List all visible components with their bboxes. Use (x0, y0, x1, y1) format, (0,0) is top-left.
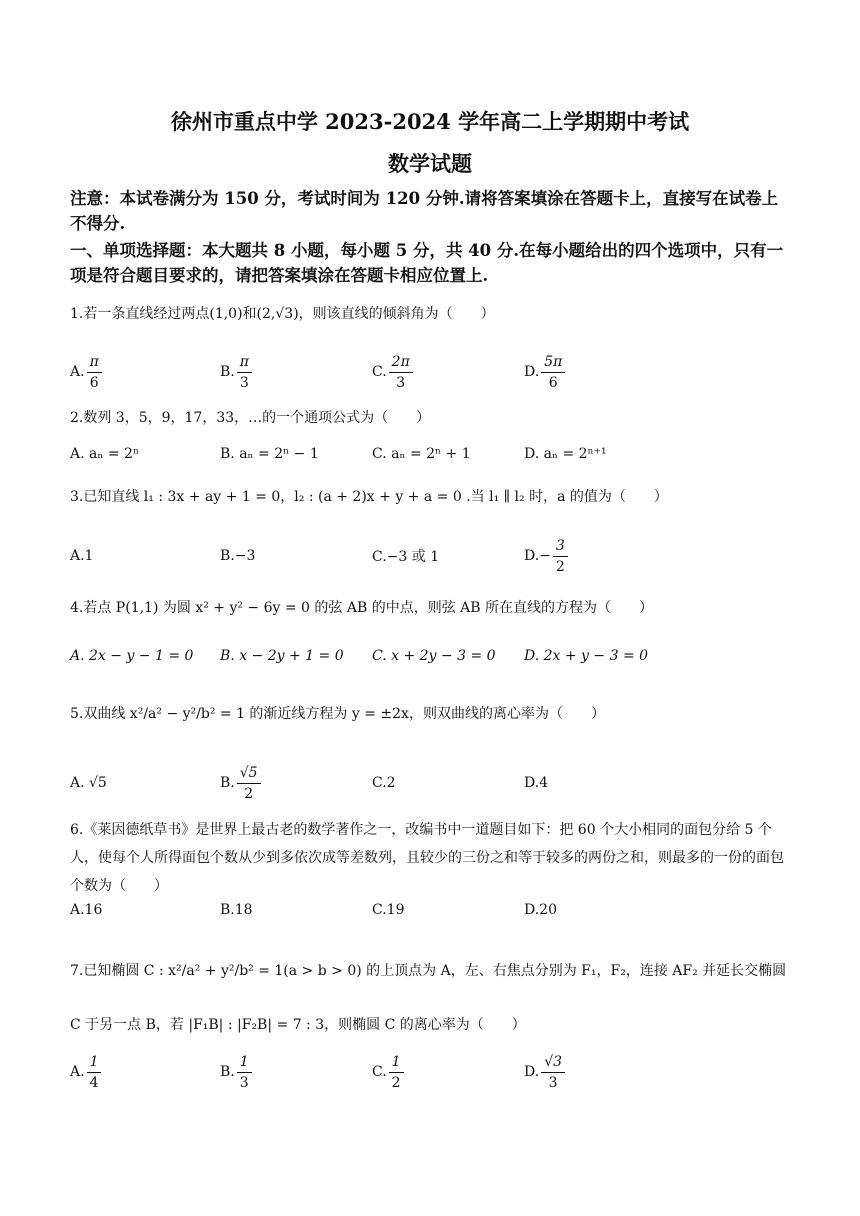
question-stem: 3.已知直线 l₁ : 3x + ay + 1 = 0，l₂ : (a + 2)x + y + a = 0 .当 l₁ ∥ l₂ 时，a 的值为（ ） (70, 489, 668, 505)
question-options (70, 763, 794, 803)
question-options (70, 636, 794, 676)
question-stem: 4.若点 P(1,1) 为圆 x² + y² − 6y = 0 的弦 AB 的中点，则弦 AB 所在直线的方程为（ ） (70, 600, 654, 616)
option-c: C. $\frac{2\pi}{3}$ (372, 352, 413, 392)
option-b: B. $\frac{1}{3}$ (220, 1052, 252, 1092)
question-stem: 7.已知椭圆 C : x²/a² + y²/b² = 1(a > b > 0) 的上顶点为 A，左、右焦点分别为 F₁，F₂，连接 AF₂ 并延长交椭圆 C 于另一点 B，若 |F₁B| : |F₂B| = 7 : 3，则椭圆 C 的离心率为（ ） (70, 963, 787, 1033)
exam-title: 徐州市重点中学 2023-2024 学年高二上学期期中考试 (170, 109, 690, 134)
question-stem: 5.双曲线 x²/a² − y²/b² = 1 的渐近线方程为 y = ±2x，则双曲线的离心率为（ ） (70, 706, 605, 722)
question-options (70, 890, 794, 930)
option-a: A. $\frac{\pi}{6}$ (70, 352, 102, 392)
option-b: B. $\frac{\pi}{3}$ (220, 352, 252, 392)
option-c: C. x + 2y − 3 = 0 (372, 648, 496, 664)
option-d: D. $\frac{√3}{3}$ (524, 1052, 565, 1092)
question-options (70, 352, 794, 392)
exam-notice: 注意：本试卷满分为 150 分，考试时间为 120 分钟.请将答案填涂在答题卡上，直接写在试卷上不得分. (70, 189, 779, 233)
question-options (70, 1052, 794, 1092)
question-stem: 2.数列 3，5，9，17，33，…的一个通项公式为（ ） (70, 410, 431, 426)
option-b: B.−3 (220, 548, 256, 564)
question-stem: 1.若一条直线经过两点(1,0)和(2,√3)，则该直线的倾斜角为（ ） (70, 306, 495, 322)
option-d: D. aₙ = 2ⁿ⁺¹ (524, 446, 607, 462)
option-c: C. aₙ = 2ⁿ + 1 (372, 446, 471, 462)
option-a: A.1 (70, 548, 94, 564)
question-stem: 6.《莱因德纸草书》是世界上最古老的数学著作之一，改编书中一道题目如下：把 60 个大小相同的面包分给 5 个人，使每个人所得面包个数从少到多依次成等差数列，且较少的三份之和等于较多的两份之和，则最多的一份的面包个数为（ ） (70, 822, 784, 894)
option-a: A. √5 (70, 775, 107, 791)
section-heading: 一、单项选择题：本大题共 8 小题，每小题 5 分，共 40 分.在每小题给出的四个选项中，只有一项是符合题目要求的，请把答案填涂在答题卡相应位置上. (70, 241, 784, 285)
option-d: D.− $\frac{3}{2}$ (524, 536, 568, 576)
exam-subtitle: 数学试题 (388, 151, 472, 176)
question-options (70, 434, 794, 474)
option-b: B.18 (220, 902, 253, 918)
option-b: B. x − 2y + 1 = 0 (220, 648, 344, 664)
option-d: D.4 (524, 775, 549, 791)
option-c: C.−3 或 1 (372, 549, 440, 565)
option-c: C.19 (372, 902, 405, 918)
option-a: A. aₙ = 2ⁿ (70, 446, 140, 462)
option-d: D. 2x + y − 3 = 0 (524, 648, 649, 664)
option-b: B. aₙ = 2ⁿ − 1 (220, 446, 319, 462)
option-b: B. $\frac{√5}{2}$ (220, 763, 261, 803)
option-a: A. 2x − y − 1 = 0 (70, 648, 194, 664)
option-d: D.20 (524, 902, 557, 918)
option-c: C. $\frac{1}{2}$ (372, 1052, 404, 1092)
option-a: A. $\frac{1}{4}$ (70, 1052, 101, 1092)
option-d: D. $\frac{5\pi}{6}$ (524, 352, 565, 392)
option-c: C.2 (372, 775, 396, 791)
option-a: A.16 (70, 902, 103, 918)
question-options (70, 536, 794, 576)
